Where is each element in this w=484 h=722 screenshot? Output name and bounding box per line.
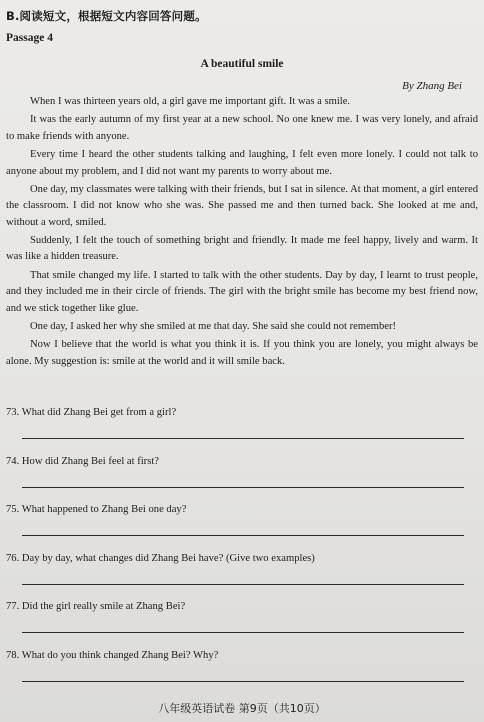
article-body <box>6 94 478 372</box>
question-text: 74. How did Zhang Bei feel at first? <box>6 455 159 467</box>
paragraph: One day, my classmates were talking with their friends, but I sat in silence. At that moment, a girl entered the classroom. I did not know who she was. She passed me and then turned back. She looked at me and, without a word, smiled. <box>6 184 478 228</box>
article-title: A beautiful smile <box>200 58 284 70</box>
paragraph: It was the early autumn of my first year at a new school. No one knew me. I was very lonely, and afraid to make friends with anyone. <box>6 114 478 142</box>
question-item <box>6 600 478 649</box>
question-text: 76. Day by day, what changes did Zhang Bei have? (Give two examples) <box>6 552 315 564</box>
question-text: 75. What happened to Zhang Bei one day? <box>6 504 187 515</box>
section-instruction: B.阅读短文，根据短文内容回答问题。 <box>6 9 207 23</box>
question-text: 77. Did the girl really smile at Zhang Bei? <box>6 601 186 612</box>
question-item <box>6 455 478 504</box>
question-item <box>6 552 478 601</box>
question-list <box>6 406 478 697</box>
answer-line[interactable] <box>22 487 464 488</box>
paragraph: One day, I asked her why she smiled at me that day. She said she could not remember! <box>30 320 397 332</box>
paragraph: When I was thirteen years old, a girl gave me important gift. It was a smile. <box>30 96 351 107</box>
answer-line[interactable] <box>22 632 464 633</box>
paragraph: Every time I heard the other students talking and laughing, I felt even more lonely. I could not talk to anyone about my problem, and I did not want my parents to worry about me. <box>6 149 478 177</box>
answer-line[interactable] <box>22 681 464 682</box>
passage-label: Passage 4 <box>6 32 53 44</box>
answer-line[interactable] <box>22 535 464 536</box>
question-item <box>6 649 478 698</box>
answer-line[interactable] <box>22 584 464 585</box>
page-footer: 八年级英语试卷 第9页（共10页） <box>158 702 326 715</box>
paragraph: That smile changed my life. I started to talk with the other students. Day by day, I learnt to trust people, and they included me in their circle of friends. The girl with the bright smile has become my best friend now, and we stick together like glue. <box>6 269 478 314</box>
answer-line[interactable] <box>22 438 464 439</box>
article-author: By Zhang Bei <box>402 80 462 92</box>
paragraph: Now I believe that the world is what you think it is. If you think you are lonely, you might always be alone. My suggestion is: smile at the world and it will smile back. <box>6 339 478 367</box>
question-text: 78. What do you think changed Zhang Bei? Why? <box>6 649 219 661</box>
paragraph: Suddenly, I felt the touch of something bright and friendly. It made me feel happy, lively and warm. It was like a hidden treasure. <box>6 235 478 263</box>
question-text: 73. What did Zhang Bei get from a girl? <box>6 407 177 418</box>
question-item <box>6 503 478 552</box>
question-item <box>6 406 478 455</box>
